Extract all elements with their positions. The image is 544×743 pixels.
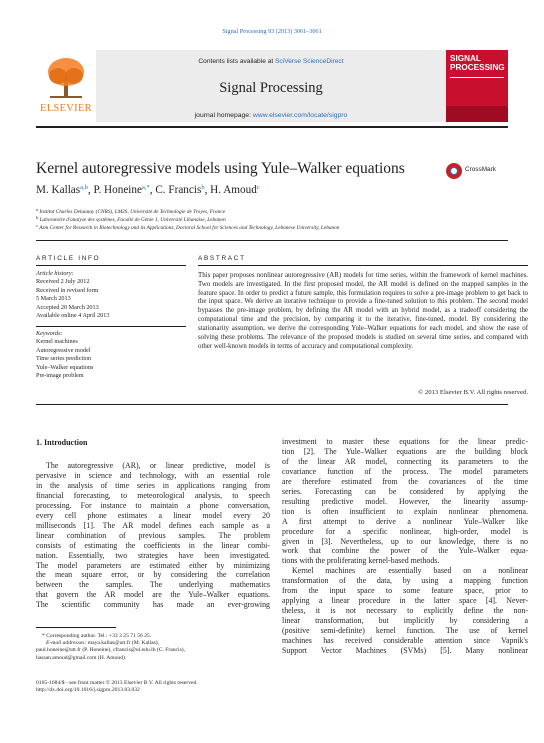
- history-item: Received 2 July 2012: [36, 278, 90, 286]
- text-line: given in [3]. Nevertheless, up to our knowledge, there is no: [282, 536, 528, 546]
- homepage-prefix: journal homepage:: [194, 112, 253, 119]
- journal-reference[interactable]: Signal Processing 93 (2013) 3061–3061: [222, 28, 322, 35]
- cover-divider: [450, 77, 504, 78]
- affiliation-mark: b: [36, 215, 39, 220]
- text-line: covariance function of the process. The model parameters: [282, 466, 528, 476]
- sciencedirect-link[interactable]: SciVerse ScienceDirect: [275, 58, 344, 65]
- abstract-rule: [198, 265, 528, 266]
- affiliation-text: Azm Center for Research in Biotechnology and its Applications, Doctoral School for Sciences and Technology, Lebanese University, Lebanon: [39, 225, 340, 231]
- text-line: the mean square error, or by considering the correlation: [36, 570, 270, 580]
- affiliation: [36, 207, 506, 215]
- text-line: tion [2]. The Yule–Walker equations are the building block: [282, 446, 528, 456]
- text-line: every cell phone estimates a linear model every 20: [36, 510, 270, 520]
- footnote-rule: [36, 627, 116, 628]
- text-line: Kernel machines are essentially based on a nonlinear: [292, 566, 528, 576]
- author-affiliation-mark[interactable]: b: [201, 184, 205, 191]
- text-line: tions with the proliferating kernel-based methods.: [282, 556, 440, 566]
- abstract-copyright: © 2013 Elsevier B.V. All rights reserved.: [418, 389, 528, 396]
- crossmark-label[interactable]: CrossMark: [465, 166, 496, 173]
- intro-right-column: [282, 437, 528, 656]
- doi-link[interactable]: http://dx.doi.org/10.1016/j.sigpro.2013.03.032: [36, 687, 140, 694]
- cover-title-line-2: PROCESSING: [450, 63, 505, 72]
- article-info-heading: ARTICLE INFO: [36, 255, 101, 262]
- affiliation-text: Institut Charles Delaunay (CNRS), LM2S, Université de Technologie de Troyes, France: [39, 209, 226, 215]
- footnotes: [36, 633, 272, 662]
- author-name[interactable]: M. Kallas: [36, 184, 81, 196]
- keyword-item[interactable]: Pre-image problem: [36, 372, 84, 380]
- publisher-name: ELSEVIER: [40, 103, 92, 114]
- author-affiliation-mark[interactable]: c: [256, 184, 260, 191]
- issn-line: 0165-1684/$ - see front matter © 2013 Elsevier B.V. All rights reserved.: [36, 680, 198, 686]
- text-line: that govern the AR model are the Yule–Walker equations.: [36, 590, 270, 600]
- text-line: machines has received considerable attention since Vapnik's: [282, 636, 528, 646]
- author-name[interactable]: H. Amoud: [210, 184, 257, 196]
- author-affiliation-mark[interactable]: a,*: [141, 184, 150, 191]
- journal-homepage: [96, 112, 446, 119]
- cover-title: [450, 54, 504, 72]
- history-item: Received in revised form: [36, 286, 99, 294]
- text-line: work that combine the power of the Yule–Walker equa-: [282, 546, 528, 556]
- keyword-item[interactable]: Time series prediction: [36, 355, 92, 363]
- keyword-list: [36, 330, 186, 380]
- elsevier-tree-icon: [44, 56, 88, 100]
- abstract-end-rule: [36, 404, 508, 405]
- text-line: The autoregressive (AR), or linear predictive, model is: [46, 461, 270, 470]
- text-line: Support Vector Machines (SVMs) [5]. Many nonlinear: [282, 646, 528, 656]
- text-line: consists of estimating the coefficients in the linear combi-: [36, 540, 270, 550]
- intro-left-column: [36, 461, 270, 610]
- text-line: processing. For instance to maintain a phone conversation,: [36, 500, 270, 510]
- publication-info: [36, 680, 336, 694]
- history-item: Available online 4 April 2013: [36, 312, 110, 320]
- contents-line: [96, 58, 446, 65]
- text-line: of the linear AR model, connecting its parameters to the: [282, 456, 528, 466]
- abstract-text: This paper proposes nonlinear autoregressive (AR) models for time series, within the framework of kernel machines. Two models are investigated. In the first proposed model, the AR model is defined on the mapped samples in the feature space. In order to predict a future sample, this formulation requires to solve a pre-image problem to get back to the input space. We derive an iterative technique to provide a fine-tuned solution to this problem. The second model bypasses the pre-image problem, by defining the AR model with an hybrid model, as a tradeoff considering the computational time and the precision, by comparing it to the iterative, fine-tuned, model. By considering the stationarity assumption, we derive the corresponding Yule–Walker equations for each model, and show the ease of solving these problems. The relevance of the proposed models is studied on several time series, and compared with other well-known models in terms of accuracy and computational complexity.: [198, 272, 528, 350]
- text-line: from the input space to some feature space, prior to: [282, 586, 528, 596]
- author-separator: ,: [149, 184, 156, 196]
- contents-prefix: Contents lists available at: [198, 58, 276, 65]
- text-line: The scientific community has made an ever-growing: [36, 600, 270, 610]
- email-link[interactable]: maya.kallas@utt.fr (M. Kallas),: [87, 640, 160, 647]
- paper-title: Kernel autoregressive models using Yule–Walker equations: [36, 160, 405, 177]
- text-line: resulting predictive model. However, the linearity assump-: [282, 496, 528, 506]
- history-item: Accepted 20 March 2013: [36, 303, 99, 311]
- affiliation-mark: a: [36, 207, 38, 212]
- text-line: financial forecasting, to meteorological analysis, to speech: [36, 490, 270, 500]
- affiliation: [36, 215, 506, 223]
- keyword-item[interactable]: Kernel machines: [36, 338, 78, 346]
- text-line: are therefore estimated from the covariances of the time: [282, 476, 528, 486]
- homepage-link[interactable]: www.elsevier.com/locate/sigpro: [252, 112, 348, 119]
- text-line: (positive semi-definite) kernel function. The use of kernel: [282, 626, 528, 636]
- text-line: linear transformation, but implicitly by considering a: [282, 616, 528, 626]
- text-line: in the analysis of time series in applications ranging from: [36, 480, 270, 490]
- text-line: The model parameters are estimated either by minimizing: [36, 560, 270, 570]
- abstract-heading: ABSTRACT: [198, 255, 246, 262]
- text-line: series. Forecasting can be considered by applying the: [282, 486, 528, 496]
- text-line: investment to master these equations for the linear predic-: [282, 437, 528, 446]
- text-line: between the samples. The underlying mathematics: [36, 580, 270, 590]
- keywords-label: Keywords:: [36, 330, 63, 337]
- text-line: linear combination of previous samples. The problem: [36, 530, 270, 540]
- article-info-rule: [36, 265, 186, 266]
- author-name[interactable]: P. Honeine: [93, 184, 142, 196]
- keywords-rule: [36, 326, 186, 327]
- email-label: E-mail addresses:: [46, 640, 88, 647]
- crossmark-inner-icon: [450, 167, 458, 175]
- text-line: procedure for a specific nonlinear, high-order, model is: [282, 526, 528, 536]
- journal-title: Signal Processing: [219, 80, 323, 96]
- text-line: transformation of the data, by using a mapping function: [282, 576, 528, 586]
- header-rule: [36, 240, 508, 241]
- text-line: applying a linear procedure in the latter space [4]. Never-: [282, 596, 528, 606]
- author-name[interactable]: C. Francis: [155, 184, 202, 196]
- author-separator: ,: [204, 184, 211, 196]
- cover-footer: [446, 106, 508, 122]
- text-line: milliseconds [1]. The AR model defines each sample as a: [36, 520, 270, 530]
- author-affiliation-mark[interactable]: a,b: [80, 184, 88, 191]
- cover-title-line-1: SIGNAL: [450, 54, 481, 63]
- text-line: nation. Essentially, two strategies have been investigated.: [36, 550, 270, 560]
- section-heading: 1. Introduction: [36, 438, 88, 447]
- text-line: pervasive in science and technology, with an essential role: [36, 470, 270, 480]
- author-list: [36, 184, 506, 196]
- keyword-item[interactable]: Autoregressive model: [36, 346, 91, 354]
- affiliation-mark: c: [36, 223, 38, 228]
- text-line: theless, it is not necessary to explicitly define the non-: [282, 606, 528, 616]
- text-line: tion is often insufficient to explain nonlinear phenomena.: [282, 506, 528, 516]
- history-item: 5 March 2013: [36, 295, 71, 303]
- article-history: [36, 270, 186, 320]
- history-label: Article history:: [36, 270, 74, 277]
- affiliation-text: Laboratoire d'analyse des systèmes, Faculté de Génie 1, Université Libanaise, Lebanon: [39, 217, 226, 223]
- email-link[interactable]: hassan.amoud@gmail.com (H. Amoud).: [36, 654, 127, 661]
- affiliation: [36, 223, 506, 231]
- masthead-rule: [36, 126, 508, 128]
- keyword-item[interactable]: Yule–Walker equations: [36, 363, 94, 371]
- corresponding-author: * Corresponding author. Tel.: +33 3 25 71 56 25.: [42, 633, 152, 639]
- email-link[interactable]: paul.honeine@utt.fr (P. Honeine), cfrancis@ul.edu.lb (C. Francis),: [36, 647, 186, 654]
- text-line: A first attempt to derive a nonlinear Yule–Walker like: [282, 516, 528, 526]
- author-separator: ,: [87, 184, 94, 196]
